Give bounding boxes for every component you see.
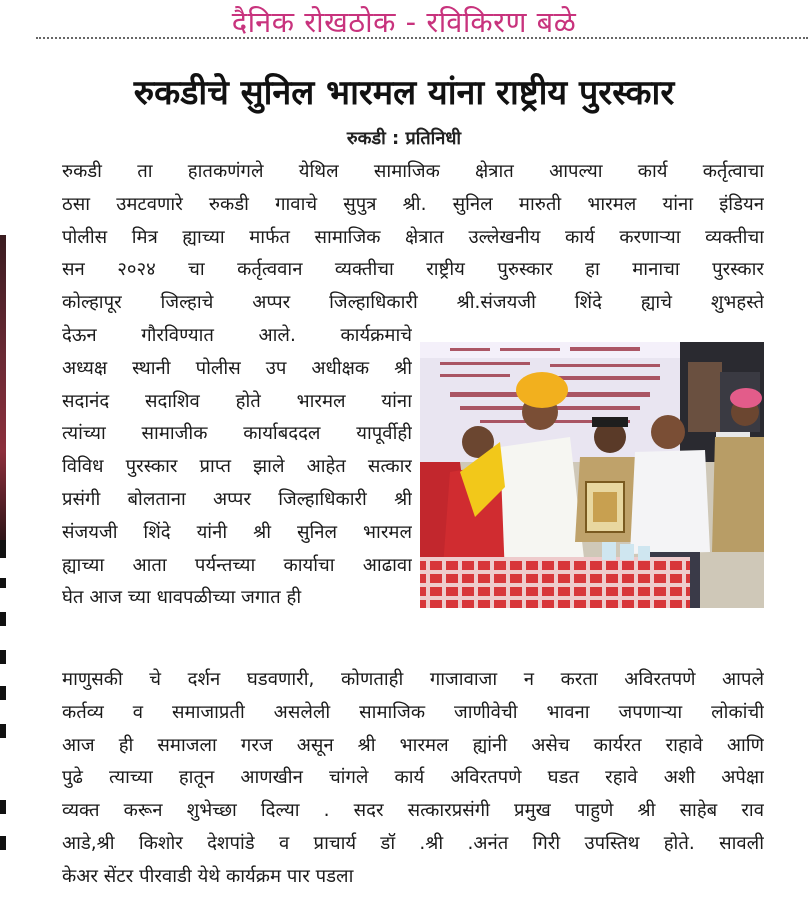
text-line: सन २०२४ चा कर्तृत्ववान व्यक्तीचा राष्ट्रीय पुरुस्कार हा मानाचा पुरस्कार	[62, 259, 764, 281]
award-ceremony-photo	[420, 342, 764, 608]
text-line: त्यांच्या सामाजीक कार्याबददल यापूर्वीही	[62, 423, 412, 445]
neighbor-column-text-fragment	[0, 578, 6, 588]
text-line: प्रसंगी बोलताना अप्पर जिल्हाधिकारी श्री	[62, 488, 412, 510]
neighbor-column-text-fragment	[0, 612, 6, 626]
neighbor-column-text-fragment	[0, 800, 6, 814]
text-line: संजयजी शिंदे यांनी श्री सुनिल भारमल	[62, 521, 412, 543]
text-line: पोलीस मित्र ह्याच्या मार्फत सामाजिक क्षेत्रात उल्लेखनीय कार्य करणाऱ्या व्यक्तीचा	[62, 226, 764, 248]
neighbor-column-text-fragment	[0, 540, 6, 558]
neighbor-column-text-fragment	[0, 724, 6, 738]
text-line: रुकडी ता हातकणंगले येथिल सामाजिक क्षेत्रात आपल्या कार्य कर्तृत्वाचा	[62, 161, 764, 182]
neighbor-column-text-fragment	[0, 836, 6, 850]
text-line: ह्याच्या आता पर्यन्तच्या कार्याचा आढावा	[62, 554, 412, 576]
text-line: कोल्हापूर जिल्हाचे अप्पर जिल्हाधिकारी श्री.संजयजी शिंदे ह्याचे शुभहस्ते	[62, 292, 764, 314]
article-paragraph-beside-photo	[62, 320, 412, 615]
neighbor-column-text-fragment	[0, 686, 6, 700]
article-paragraph-top	[62, 156, 764, 320]
article-headline: रुकडीचे सुनिल भारमल यांना राष्ट्रीय पुरस्कार	[133, 73, 675, 113]
text-line: आज ही समाजला गरज असून श्री भारमल ह्यांनी असेच कार्यरत राहावे आणि	[62, 734, 764, 756]
neighbor-column-text-fragment	[0, 650, 6, 664]
neighbor-column-image-edge	[0, 235, 6, 545]
text-line: ठसा उमटवणारे रुकडी गावाचे सुपुत्र श्री. सुनिल मारुती भारमल यांना इंडियन	[62, 193, 764, 215]
text-line: विविध पुरस्कार प्राप्त झाले आहेत सत्कार	[62, 456, 412, 478]
text-line: कर्तव्य व समाजाप्रती असलेली सामाजिक जाणीवेची भावना जपणाऱ्या लोकांची	[62, 701, 764, 723]
newspaper-masthead: दैनिक रोखठोक - रविकिरण बळे	[231, 5, 577, 39]
text-line: पुढे त्याच्या हातून आणखीन चांगले कार्य अविरतपणे घडत रहावे अशी अपेक्षा	[62, 767, 764, 789]
article-dateline: रुकडी : प्रतिनिधी	[346, 128, 462, 149]
text-line: देऊन गौरविण्यात आले. कार्यक्रमाचे	[62, 325, 412, 346]
text-line: केअर सेंटर पीरवाडी येथे कार्यक्रम पार पडला	[62, 865, 354, 887]
text-line: माणुसकी चे दर्शन घडवणारी, कोणताही गाजावाजा न करता अविरतपणे आपले	[62, 669, 764, 690]
text-line: सदानंद सदाशिव होते भारमल यांना	[62, 390, 412, 412]
text-line: अध्यक्ष स्थानी पोलीस उप अधीक्षक श्री	[62, 357, 412, 379]
text-line: आडे,श्री किशोर देशपांडे व प्राचार्य डॉ .श्री .अनंत गिरी उपस्तिथ होते. सावली	[62, 832, 764, 854]
text-line: घेत आज च्या धावपळीच्या जगात ही	[62, 587, 302, 609]
article-paragraph-bottom	[62, 664, 764, 894]
text-line: व्यक्त करून शुभेच्छा दिल्या . सदर सत्कारप्रसंगी प्रमुख पाहुणे श्री साहेब राव	[62, 800, 764, 822]
